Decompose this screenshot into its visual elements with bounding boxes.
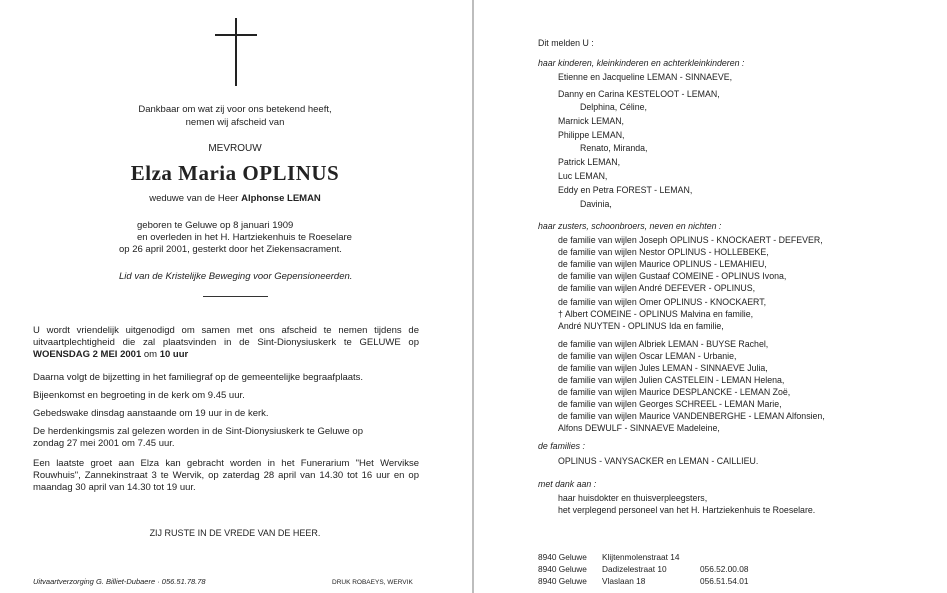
birth-line-1: geboren te Geluwe op 8 januari 1909: [137, 220, 294, 231]
cross-icon: [235, 18, 237, 86]
family-line: de familie van wijlen Maurice DESPLANCKE - LEMAN Zoë,: [558, 387, 791, 397]
closing-phrase: ZIJ RUSTE IN DE VREDE VAN DE HEER.: [149, 528, 321, 538]
birth-line-3: op 26 april 2001, gesterkt door het Ziekensacrament.: [119, 244, 342, 255]
thanks-line: het verplegend personeel van het H. Hartziekenhuis te Roeselare.: [558, 505, 816, 515]
left-page: [0, 0, 470, 593]
page-fold: [472, 0, 474, 593]
invitation: U wordt vriendelijk uitgenodigd om samen met ons afscheid te nemen tijdens de uitvaartplechtigheid die zal plaatsvinden in de Sint-Dionysiuskerk te GELUWE op WOENSDAG 2 MEI 2001 om 10 uur: [33, 325, 419, 360]
address-city: 8940 Geluwe: [538, 564, 587, 574]
printer: DRUK ROBAEYS, WERVIK: [332, 579, 413, 586]
family-line: Marnick LEMAN,: [558, 116, 624, 126]
divider: [203, 296, 268, 297]
family-line: de familie van wijlen Julien CASTELEIN - LEMAN Helena,: [558, 375, 785, 385]
group-families-title: de families :: [538, 441, 585, 451]
thanks-line: haar huisdokter en thuisverpleegsters,: [558, 493, 708, 503]
family-line: de familie van wijlen Albriek LEMAN - BUYSE Rachel,: [558, 339, 769, 349]
group-siblings-title: haar zusters, schoonbroers, neven en nichten :: [538, 221, 722, 231]
family-line: Luc LEMAN,: [558, 171, 608, 181]
family-line: Etienne en Jacqueline LEMAN - SINNAEVE,: [558, 72, 733, 82]
family-line: † Albert COMEINE - OPLINUS Malvina en familie,: [558, 309, 754, 319]
service-date: WOENSDAG 2 MEI 2001: [33, 349, 142, 360]
burial-note: Daarna volgt de bijzetting in het familiegraf op de gemeentelijke begraafplaats.: [33, 372, 364, 383]
family-line: de familie van wijlen Omer OPLINUS - KNOCKAERT,: [558, 297, 767, 307]
deceased-name: Elza Maria OPLINUS: [130, 161, 340, 185]
membership: Lid van de Kristelijke Beweging voor Gepensioneerden.: [119, 271, 353, 282]
group-thanks-title: met dank aan :: [538, 479, 597, 489]
widow-name: Alphonse LEMAN: [241, 193, 321, 204]
family-line: Renato, Miranda,: [580, 143, 648, 153]
intro-line-1: Dankbaar om wat zij voor ons betekend heeft,: [138, 104, 332, 115]
gathering-note: Bijeenkomst en begroeting in de kerk om 9.45 uur.: [33, 390, 245, 401]
address-street: Klijtenmolenstraat 14: [602, 552, 680, 562]
family-line: André NUYTEN - OPLINUS Ida en familie,: [558, 321, 724, 331]
family-line: Patrick LEMAN,: [558, 157, 621, 167]
family-line: Philippe LEMAN,: [558, 130, 625, 140]
family-line: de familie van wijlen Nestor OPLINUS - HOLLEBEKE,: [558, 247, 769, 257]
birth-line-2: en overleden in het H. Hartziekenhuis te Roeselare: [137, 232, 352, 243]
cross-icon-bar: [215, 34, 257, 36]
family-line: Davinia,: [580, 199, 612, 209]
family-line: de familie van wijlen Georges SCHREEL - LEMAN Marie,: [558, 399, 782, 409]
prayer-note: Gebedswake dinsdag aanstaande om 19 uur in de kerk.: [33, 408, 269, 419]
address-city: 8940 Geluwe: [538, 552, 587, 562]
intro-line-2: nemen wij afscheid van: [185, 117, 285, 128]
family-line: de familie van wijlen Maurice VANDENBERGHE - LEMAN Alfonsien,: [558, 411, 825, 421]
family-line: Alfons DEWULF - SINNAEVE Madeleine,: [558, 423, 720, 433]
group-children-title: haar kinderen, kleinkinderen en achterkleinkinderen :: [538, 58, 745, 68]
address-phone: 056.52.00.08: [700, 564, 749, 574]
family-line: de familie van wijlen Jules LEMAN - SINNAEVE Julia,: [558, 363, 768, 373]
family-line: Eddy en Petra FOREST - LEMAN,: [558, 185, 693, 195]
salutation: MEVROUW: [208, 143, 262, 154]
undertaker: Uitvaartverzorging G. Billiet-Dubaere · 056.51.78.78: [33, 577, 206, 586]
family-line: de familie van wijlen Joseph OPLINUS - KNOCKAERT - DEFEVER,: [558, 235, 823, 245]
announcement-header: Dit melden U :: [538, 38, 594, 48]
address-street: Dadizelestraat 10: [602, 564, 667, 574]
family-line: de familie van wijlen Maurice OPLINUS - LEMAHIEU,: [558, 259, 767, 269]
family-line: de familie van wijlen Oscar LEMAN - Urbanie,: [558, 351, 737, 361]
family-line: Delphina, Céline,: [580, 102, 647, 112]
family-line: de familie van wijlen André DEFEVER - OPLINUS,: [558, 283, 756, 293]
address-street: Vlaslaan 18: [602, 576, 646, 586]
funerarium-note: Een laatste groet aan Elza kan gebracht worden in het Funerarium "Het Wervikse Rouwhuis", Zannekinstraat 3 te Wervik, op zaterdag 28 april van 14.30 tot 16 uur en op maandag 30 april van 14.30 tot 19 uur.: [33, 458, 419, 493]
family-line: de familie van wijlen Gustaaf COMEINE - OPLINUS Ivona,: [558, 271, 787, 281]
widow-prefix: weduwe van de Heer: [149, 193, 239, 204]
widow-line: [0, 193, 470, 205]
address-city: 8940 Geluwe: [538, 576, 587, 586]
family-line: OPLINUS - VANYSACKER en LEMAN - CAILLIEU.: [558, 456, 759, 466]
memorial-mass-note: De herdenkingsmis zal gelezen worden in de Sint-Dionysiuskerk te Geluwe op zondag 27 mei 2001 om 7.45 uur.: [33, 426, 363, 449]
service-time: 10 uur: [159, 349, 189, 360]
address-phone: 056.51.54.01: [700, 576, 749, 586]
right-page: [478, 0, 947, 593]
family-line: Danny en Carina KESTELOOT - LEMAN,: [558, 89, 720, 99]
